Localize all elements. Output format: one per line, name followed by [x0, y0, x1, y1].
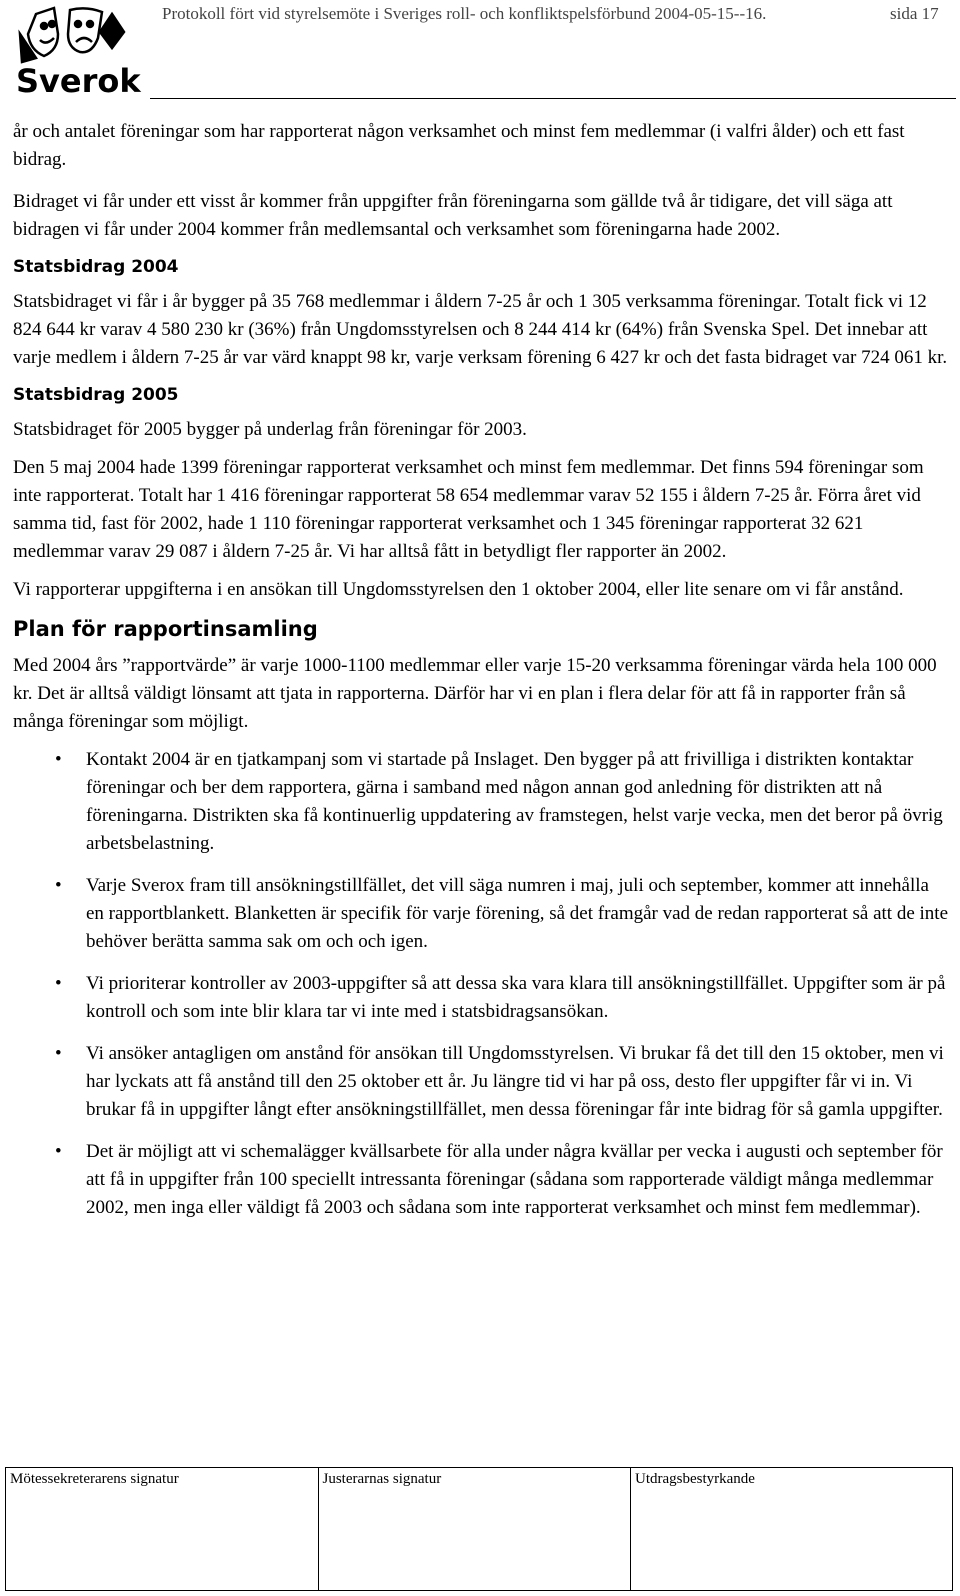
- sverok-logo: [14, 4, 150, 96]
- list-item-text: Det är möjligt att vi schemalägger kvällsarbete för alla under några kvällar per vecka i augusti och september för att få in uppgifter från 100 speciellt intressanta föreningar (sådana som rapporterade väldigt många medlemmar 2002, men inga eller väldigt få 2003 och sådana som inte rapporterat verksamhet och minst fem medlemmar).: [86, 1141, 943, 1218]
- bullet-icon: •: [55, 973, 62, 994]
- plan-bullet-list: [13, 746, 948, 1222]
- bullet-icon: •: [55, 875, 62, 896]
- statsbidrag-2005-paragraph: Statsbidraget för 2005 bygger på underlag från föreningar för 2003.: [13, 419, 527, 440]
- page-header: [0, 0, 960, 102]
- list-item: [13, 1138, 948, 1222]
- header-divider: [150, 98, 956, 99]
- signature-adjusters: Justerarnas signatur: [318, 1468, 631, 1591]
- heading-plan-rapportinsamling: Plan för rapportinsamling: [13, 617, 318, 641]
- heading-statsbidrag-2004: Statsbidrag 2004: [13, 257, 179, 277]
- bullet-icon: •: [55, 1043, 62, 1064]
- list-item: [13, 1040, 948, 1124]
- bullet-icon: •: [55, 749, 62, 770]
- statsbidrag-2005-paragraph: Vi rapporterar uppgifterna i en ansökan till Ungdomsstyrelsen den 1 oktober 2004, eller lite senare om vi får anstånd.: [13, 579, 904, 600]
- list-item: [13, 872, 948, 956]
- list-item-text: Vi prioriterar kontroller av 2003-uppgifter så att dessa ska vara klara till ansökningstillfället. Uppgifter som är på kontroll och som inte blir klara tar vi inte med i statsbidragsansökan.: [86, 973, 946, 1022]
- statsbidrag-2005-paragraph: Den 5 maj 2004 hade 1399 föreningar rapporterat verksamhet och minst fem medlemmar. Det finns 594 föreningar som inte rapporterat. Totalt har 1 416 föreningar rapporterat 58 654 medlemmar varav 52 155 i åldern 7-25 år. Förra året vid samma tid, fast för 2002, hade 1 110 föreningar rapporterat verksamhet och 1 345 föreningar rapporterat 32 621 medlemmar varav 29 087 i åldern 7-25 år. Vi har alltså fått in betydligt fler rapporter än 2002.: [13, 457, 924, 562]
- signature-certification: Utdragsbestyrkande: [631, 1468, 953, 1591]
- statsbidrag-2004-paragraph: Statsbidraget vi får i år bygger på 35 768 medlemmar i åldern 7-25 år och 1 305 verksamma föreningar. Totalt fick vi 12 824 644 kr varav 4 580 230 kr (36%) från Ungdomsstyrelsen och 8 244 414 kr (64%) från Svenska Spel. Det innebar att varje medlem i åldern 7-25 år var värd knappt 98 kr, varje verksam förening 6 427 kr och det fasta bidraget var 724 061 kr.: [13, 291, 948, 368]
- bidraget-paragraph: Bidraget vi får under ett visst år kommer från uppgifter från föreningarna som gällde två år tidigare, det vill säga att bidragen vi får under 2004 kommer från medlemsantal och verksamhet som föreningarna hade 2002.: [13, 191, 893, 240]
- heading-statsbidrag-2005: Statsbidrag 2005: [13, 385, 179, 405]
- document-body: [13, 118, 948, 1236]
- intro-continuation: år och antalet föreningar som har rapporterat någon verksamhet och minst fem medlemmar (i valfri ålder) och ett fast bidrag.: [13, 121, 905, 170]
- bullet-icon: •: [55, 1141, 62, 1162]
- svg-text:Sverok: Sverok: [16, 62, 141, 96]
- list-item-text: Kontakt 2004 är en tjatkampanj som vi startade på Inslaget. Den bygger på att frivilliga i distrikten kontaktar föreningar och ber dem rapportera, gärna i samband med någon annan god anledning för distrikten att nå föreningarna. Distrikten ska få kontinuerlig uppdatering av framstegen, helst varje vecka, men det beror på övrig arbetsbelastning.: [86, 749, 943, 854]
- signature-table: [5, 1467, 953, 1591]
- list-item: [13, 746, 948, 858]
- list-item-text: Vi ansöker antagligen om anstånd för ansökan till Ungdomsstyrelsen. Vi brukar få det till den 15 oktober, men vi har lyckats att få anstånd till den 25 oktober ett år. Ju längre tid vi har på oss, desto fler uppgifter får vi in. Vi brukar få in uppgifter långt efter ansökningstillfället, men dessa föreningar får inte bidrag för så gamla uppgifter.: [86, 1043, 944, 1120]
- plan-intro: Med 2004 års ”rapportvärde” är varje 1000-1100 medlemmar eller varje 15-20 verksamma föreningar värda hela 100 000 kr. Det är alltså väldigt lönsamt att tjata in rapporterna. Därför har vi en plan i flera delar för att få in rapporter från så många föreningar som möjligt.: [13, 655, 937, 732]
- document-title: Protokoll fört vid styrelsemöte i Sveriges roll- och konfliktspelsförbund 2004-05-15--16.: [162, 4, 767, 23]
- list-item-text: Varje Sverox fram till ansökningstillfället, det vill säga numren i maj, juli och september, kommer att innehålla en rapportblankett. Blanketten är specifik för varje förening, så det framgår vad de redan rapporterat så att de inte behöver berätta samma sak om och och igen.: [86, 875, 949, 952]
- list-item: [13, 970, 948, 1026]
- page-number: sida 17: [890, 4, 939, 23]
- signature-secretary: Mötessekreterarens signatur: [6, 1468, 319, 1591]
